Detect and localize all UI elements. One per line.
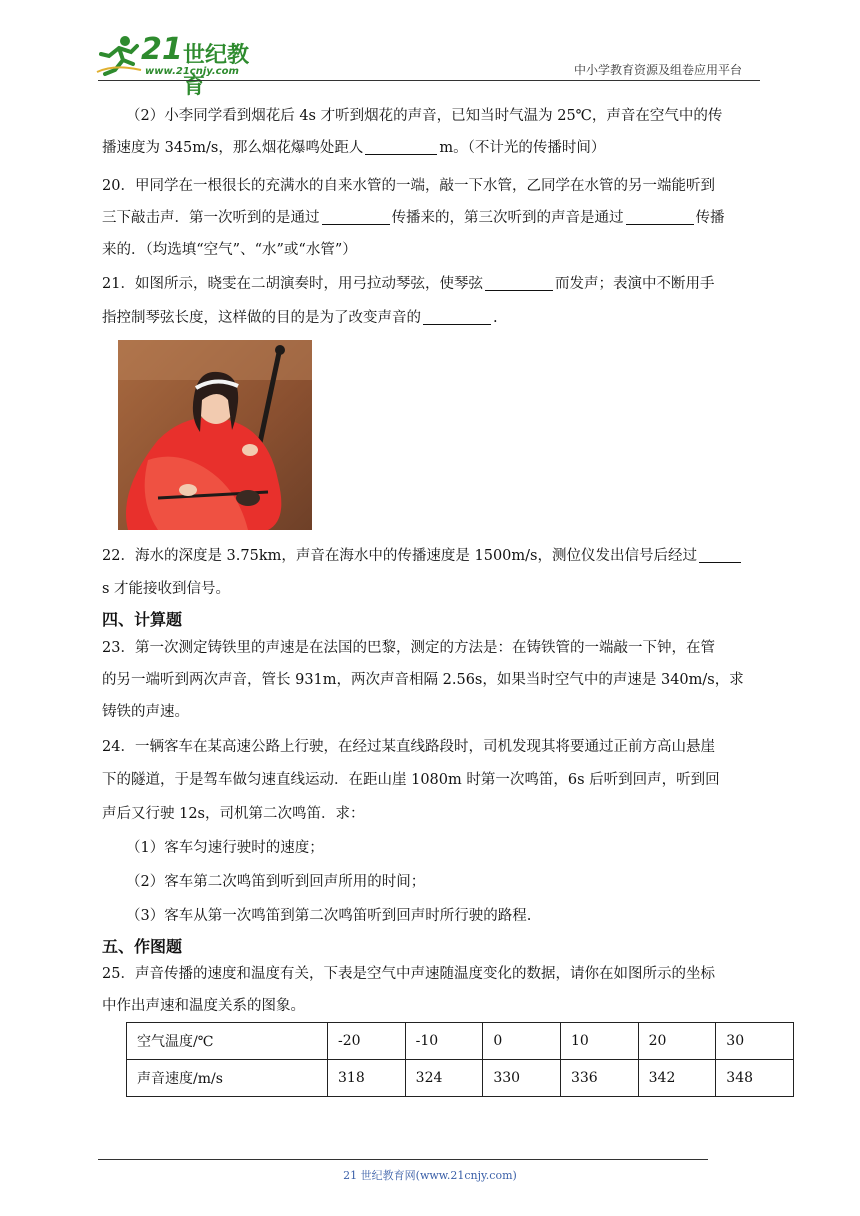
q25-line1: 25．声音传播的速度和温度有关，下表是空气中声速随温度变化的数据，请你在如图所示的坐标 (102, 966, 715, 982)
q21-line2: 指控制琴弦长度，这样做的目的是为了改变声音的 . (102, 310, 498, 326)
q24-sub2: （2）客车第二次鸣笛到听到回声所用的时间； (126, 874, 426, 890)
q20-line3: 来的．（均选填“空气”、“水”或“水管”） (102, 242, 357, 258)
q24-line3: 声后又行驶 12s，司机第二次鸣笛．求： (102, 806, 365, 822)
table-cell: 30 (716, 1023, 794, 1060)
table-row (127, 1023, 794, 1060)
answer-blank[interactable] (423, 310, 491, 325)
table-row (127, 1060, 794, 1097)
q24-sub3: （3）客车从第一次鸣笛到第二次鸣笛听到回声时所行驶的路程. (126, 908, 532, 924)
section-heading-calculation: 四、计算题 (102, 610, 183, 629)
table-cell: 342 (638, 1060, 716, 1097)
table-cell: 348 (716, 1060, 794, 1097)
table-cell: 318 (328, 1060, 406, 1097)
table-cell: 336 (560, 1060, 638, 1097)
q22-line2: s 才能接收到信号。 (102, 581, 231, 597)
table-cell: 0 (483, 1023, 561, 1060)
table-cell: 空气温度/℃ (127, 1023, 328, 1060)
section-heading-drawing: 五、作图题 (102, 937, 183, 956)
q19-part2-line2: 播速度为 345m/s，那么烟花爆鸣处距人 m。（不计光的传播时间） (102, 140, 606, 156)
erhu-performer-photo (118, 340, 312, 530)
table-cell: -20 (328, 1023, 406, 1060)
q24-sub1: （1）客车匀速行驶时的速度； (126, 840, 324, 856)
logo-url: www.21cnjy.com (145, 66, 239, 77)
q20-line2: 三下敲击声．第一次听到的是通过 传播来的，第三次听到的声音是通过 传播 (102, 210, 725, 226)
q23-line3: 铸铁的声速。 (102, 704, 189, 720)
logo-number: 21 (141, 32, 183, 67)
runner-logo-icon (95, 34, 143, 78)
q22-line1: 22．海水的深度是 3.75km，声音在海水中的传播速度是 1500m/s，测位仪发出信号后经过 (102, 546, 743, 566)
q24-line1: 24．一辆客车在某高速公路上行驶，在经过某直线路段时，司机发现其将要通过正前方高山悬崖 (102, 739, 715, 755)
q23-line2: 的另一端听到两次声音，管长 931m，两次声音相隔 2.56s，如果当时空气中的声速是 340m/s，求 (102, 672, 744, 688)
table-cell: -10 (405, 1023, 483, 1060)
table-cell: 10 (560, 1023, 638, 1060)
answer-blank[interactable] (322, 210, 390, 225)
answer-blank[interactable] (699, 548, 741, 563)
answer-blank[interactable] (365, 140, 437, 155)
answer-blank[interactable] (485, 276, 553, 291)
footer-text: 21 世纪教育网(www.21cnjy.com) (343, 1169, 517, 1182)
platform-label: 中小学教育资源及组卷应用平台 (574, 63, 743, 77)
header-divider (98, 80, 760, 81)
q25-line2: 中作出声速和温度关系的图象。 (102, 998, 305, 1014)
header-logo (95, 32, 265, 99)
q21-line1: 21．如图所示，晓雯在二胡演奏时，用弓拉动琴弦，使琴弦 而发声；表演中不断用手 (102, 276, 715, 292)
table-cell: 324 (405, 1060, 483, 1097)
footer-divider (98, 1159, 708, 1160)
answer-blank[interactable] (626, 210, 694, 225)
table-cell: 330 (483, 1060, 561, 1097)
table-cell: 20 (638, 1023, 716, 1060)
q20-line1: 20．甲同学在一根很长的充满水的自来水管的一端，敲一下水管，乙同学在水管的另一端能听到 (102, 178, 715, 194)
q24-line2: 下的隧道，于是驾车做匀速直线运动．在距山崖 1080m 时第一次鸣笛，6s 后听到回声，听到回 (102, 772, 720, 788)
q19-part2-line1: （2）小李同学看到烟花后 4s 才听到烟花的声音，已知当时气温为 25℃，声音在空气中的传 (126, 108, 723, 124)
q23-line1: 23．第一次测定铸铁里的声速是在法国的巴黎，测定的方法是：在铸铁管的一端敲一下钟，在管 (102, 640, 715, 656)
temperature-speed-table (126, 1022, 794, 1097)
logo-text: 世纪教育 (183, 43, 250, 99)
table-cell: 声音速度/m/s (127, 1060, 328, 1097)
